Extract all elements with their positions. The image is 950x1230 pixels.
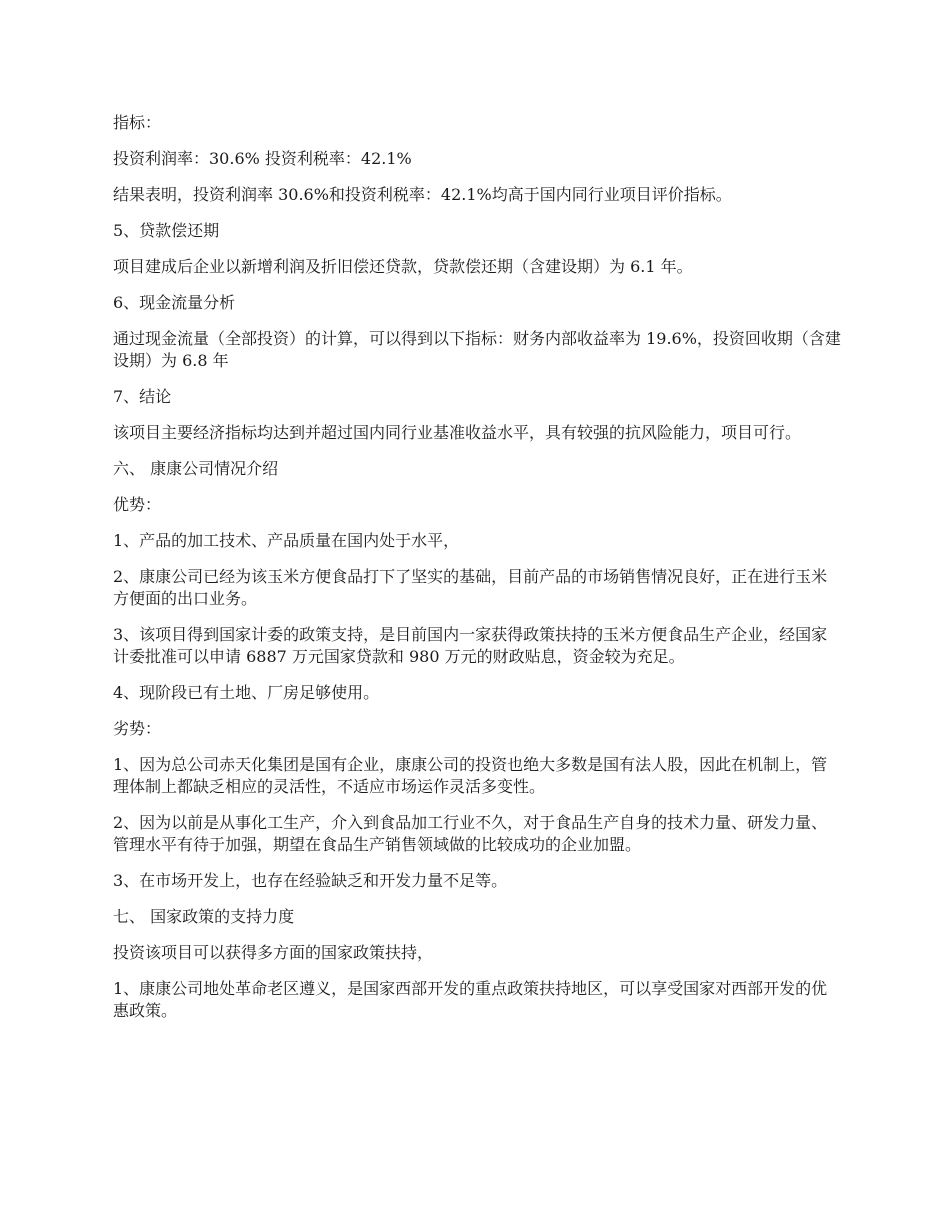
advantage-item-4: 4、现阶段已有土地、厂房足够使用。	[113, 683, 380, 702]
document-body	[113, 112, 843, 1036]
advantage-item-2: 2、康康公司已经为该玉米方便食品打下了坚实的基础，目前产品的市场销售情况良好，正在进行玉米方便面的出口业务。	[113, 567, 828, 608]
paragraph-indicators-label: 指标：	[113, 113, 162, 132]
heading-loan-repayment: 5、贷款偿还期	[113, 221, 220, 240]
heading-conclusion: 7、结论	[113, 387, 172, 406]
paragraph-profit-rates: 投资利润率：30.6% 投资利税率：42.1%	[113, 149, 412, 168]
label-disadvantages: 劣势：	[113, 719, 162, 738]
label-advantages: 优势：	[113, 495, 162, 514]
disadvantage-item-3: 3、在市场开发上，也存在经验缺乏和开发力量不足等。	[113, 871, 508, 890]
section-heading-policy: 七、 国家政策的支持力度	[113, 907, 295, 926]
advantage-item-1: 1、产品的加工技术、产品质量在国内处于水平，	[113, 531, 460, 550]
paragraph-conclusion: 该项目主要经济指标均达到并超过国内同行业基准收益水平，具有较强的抗风险能力，项目可行。	[113, 423, 802, 442]
disadvantage-item-1: 1、因为总公司赤天化集团是国有企业，康康公司的投资也绝大多数是国有法人股，因此在机制上，管理体制上都缺乏相应的灵活性，不适应市场运作灵活多变性。	[113, 755, 828, 796]
heading-cash-flow: 6、现金流量分析	[113, 293, 236, 312]
disadvantage-item-2: 2、因为以前是从事化工生产，介入到食品加工行业不久，对于食品生产自身的技术力量、研发力量、管理水平有待于加强，期望在食品生产销售领域做的比较成功的企业加盟。	[113, 813, 828, 854]
section-heading-company: 六、 康康公司情况介绍	[113, 459, 279, 478]
paragraph-policy-intro: 投资该项目可以获得多方面的国家政策扶持，	[113, 943, 434, 962]
policy-item-1: 1、康康公司地处革命老区遵义，是国家西部开发的重点政策扶持地区，可以享受国家对西部开发的优惠政策。	[113, 979, 828, 1020]
paragraph-loan-repayment: 项目建成后企业以新增利润及折旧偿还贷款，贷款偿还期（含建设期）为 6.1 年。	[113, 257, 693, 276]
paragraph-cash-flow: 通过现金流量（全部投资）的计算，可以得到以下指标：财务内部收益率为 19.6%，投资回收期（含建设期）为 6.8 年	[113, 329, 841, 370]
advantage-item-3: 3、该项目得到国家计委的政策支持，是目前国内一家获得政策扶持的玉米方便食品生产企业，经国家计委批准可以申请 6887 万元国家贷款和 980 万元的财政贴息，资金较为充足。	[113, 625, 828, 666]
paragraph-results: 结果表明，投资利润率 30.6%和投资利税率：42.1%均高于国内同行业项目评价指标。	[113, 185, 732, 204]
